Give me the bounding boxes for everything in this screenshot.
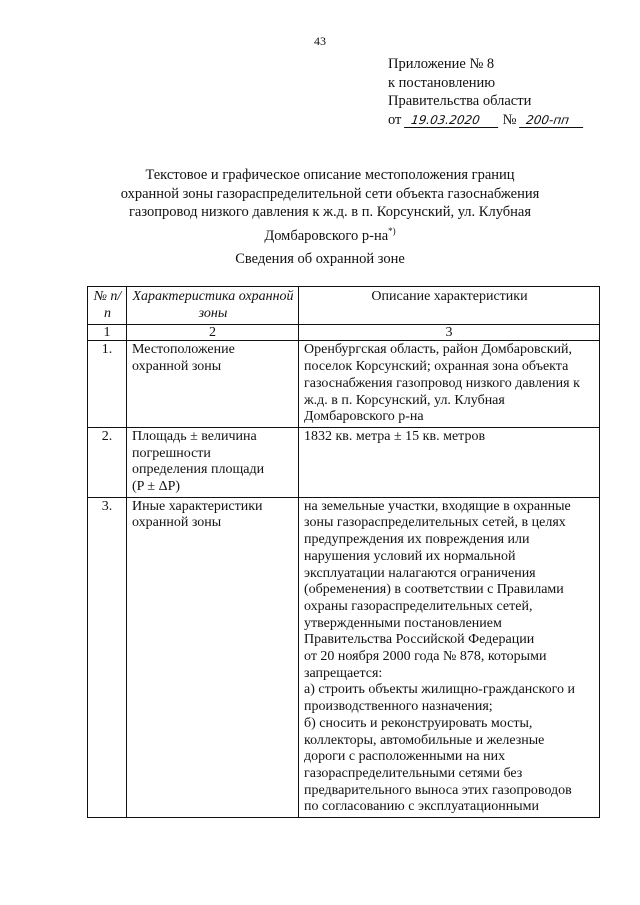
table-row (88, 497, 600, 817)
description-line: ж.д. в п. Корсунский, ул. Клубная (304, 392, 505, 408)
number-sign: № (502, 111, 517, 128)
description-line: по согласованию с эксплуатационными (304, 799, 539, 815)
index-cell-2: 2 (127, 325, 299, 341)
characteristic-line: (P ± ΔP) (132, 479, 181, 495)
row-description (299, 427, 600, 497)
header-description: Описание характеристики (299, 287, 600, 325)
row-characteristic: Местоположение охранной зоны (127, 341, 299, 428)
row-number: 1. (88, 341, 127, 428)
row-number: 2. (88, 427, 127, 497)
title-line-4-text: Домбаровского р-на (264, 227, 389, 244)
description-line: (обременения) в соответствии с Правилами (304, 582, 564, 598)
appendix-date-line (388, 111, 584, 130)
description-line: на земельные участки, входящие в охранные (304, 498, 571, 514)
footnote-mark: *) (388, 225, 396, 236)
characteristic-line: охранной зоны (132, 515, 222, 531)
protected-zone-table (87, 286, 600, 818)
description-line: 1832 кв. метра ± 15 кв. метров (304, 428, 486, 444)
title-line-2: охранной зоны газораспределительной сети объекта газоснабжения (120, 185, 540, 202)
description-line: производственного назначения; (304, 699, 493, 715)
row-characteristic (127, 497, 299, 817)
description-line: коллекторы, автомобильные и железные (304, 732, 545, 748)
characteristic-line: погрешности (132, 445, 211, 461)
characteristic-line: определения площади (132, 462, 265, 478)
description-line: утвержденными постановлением (304, 615, 502, 631)
title-line-4 (60, 222, 600, 245)
table-row (88, 427, 600, 497)
table-row (88, 341, 600, 428)
description-line: газоснабжения газопровод низкого давления к (304, 375, 580, 391)
description-line: поселок Корсунский; охранная зона объекта (304, 359, 569, 375)
description-line: б) сносить и реконструировать мосты, (304, 715, 533, 731)
description-line: предупреждения их повреждения или (304, 532, 530, 548)
appendix-header (388, 55, 584, 129)
row-number: 3. (88, 497, 127, 817)
index-cell-3: 3 (299, 325, 600, 341)
characteristic-line: Иные характеристики (132, 498, 263, 514)
description-line: предварительного выноса этих газопроводов (304, 782, 572, 798)
description-line: Правительства Российской Федерации (304, 632, 535, 648)
table-index-row (88, 325, 600, 341)
description-line: нарушения условий их нормальной (304, 548, 516, 564)
row-characteristic (127, 427, 299, 497)
row-description (299, 497, 600, 817)
description-line: Домбаровского р-на (304, 409, 424, 425)
date-prefix: от (388, 111, 402, 128)
description-line: от 20 ноября 2000 года № 878, которыми (304, 649, 547, 665)
title-line-1: Текстовое и графическое описание местоположения границ (145, 167, 515, 183)
index-cell-1: 1 (88, 325, 127, 341)
description-line: дороги с расположенными на них (304, 749, 506, 765)
description-line: газораспределительными сетями без (304, 765, 523, 781)
appendix-line-2: к постановлению (388, 74, 496, 91)
description-line: зоны газораспределительных сетей, в целях (304, 515, 566, 531)
appendix-line-3: Правительства области (388, 93, 532, 109)
header-number: № п/п (88, 287, 127, 325)
document-title (60, 166, 600, 245)
handwritten-date: 19.03.2020 (404, 114, 500, 128)
characteristic-line: Площадь ± величина (132, 428, 257, 444)
appendix-line-1: Приложение № 8 (388, 56, 495, 72)
handwritten-number: 200-пп (519, 114, 585, 128)
title-line-3: газопровод низкого давления к ж.д. в п. Корсунский, ул. Клубная (128, 204, 532, 220)
description-line: запрещается: (304, 665, 383, 681)
description-line: а) строить объекты жилищно-гражданского и (304, 682, 575, 698)
table-header-row (88, 287, 600, 325)
row-description (299, 341, 600, 428)
page-number: 43 (314, 34, 326, 48)
description-line: охраны газораспределительных сетей, (304, 598, 533, 614)
description-line: Оренбургская область, район Домбаровский, (304, 342, 573, 358)
header-characteristic: Характеристика охранной зоны (127, 287, 299, 325)
section-subtitle: Сведения об охранной зоне (235, 251, 405, 267)
description-line: эксплуатации налагаются ограничения (304, 565, 536, 581)
